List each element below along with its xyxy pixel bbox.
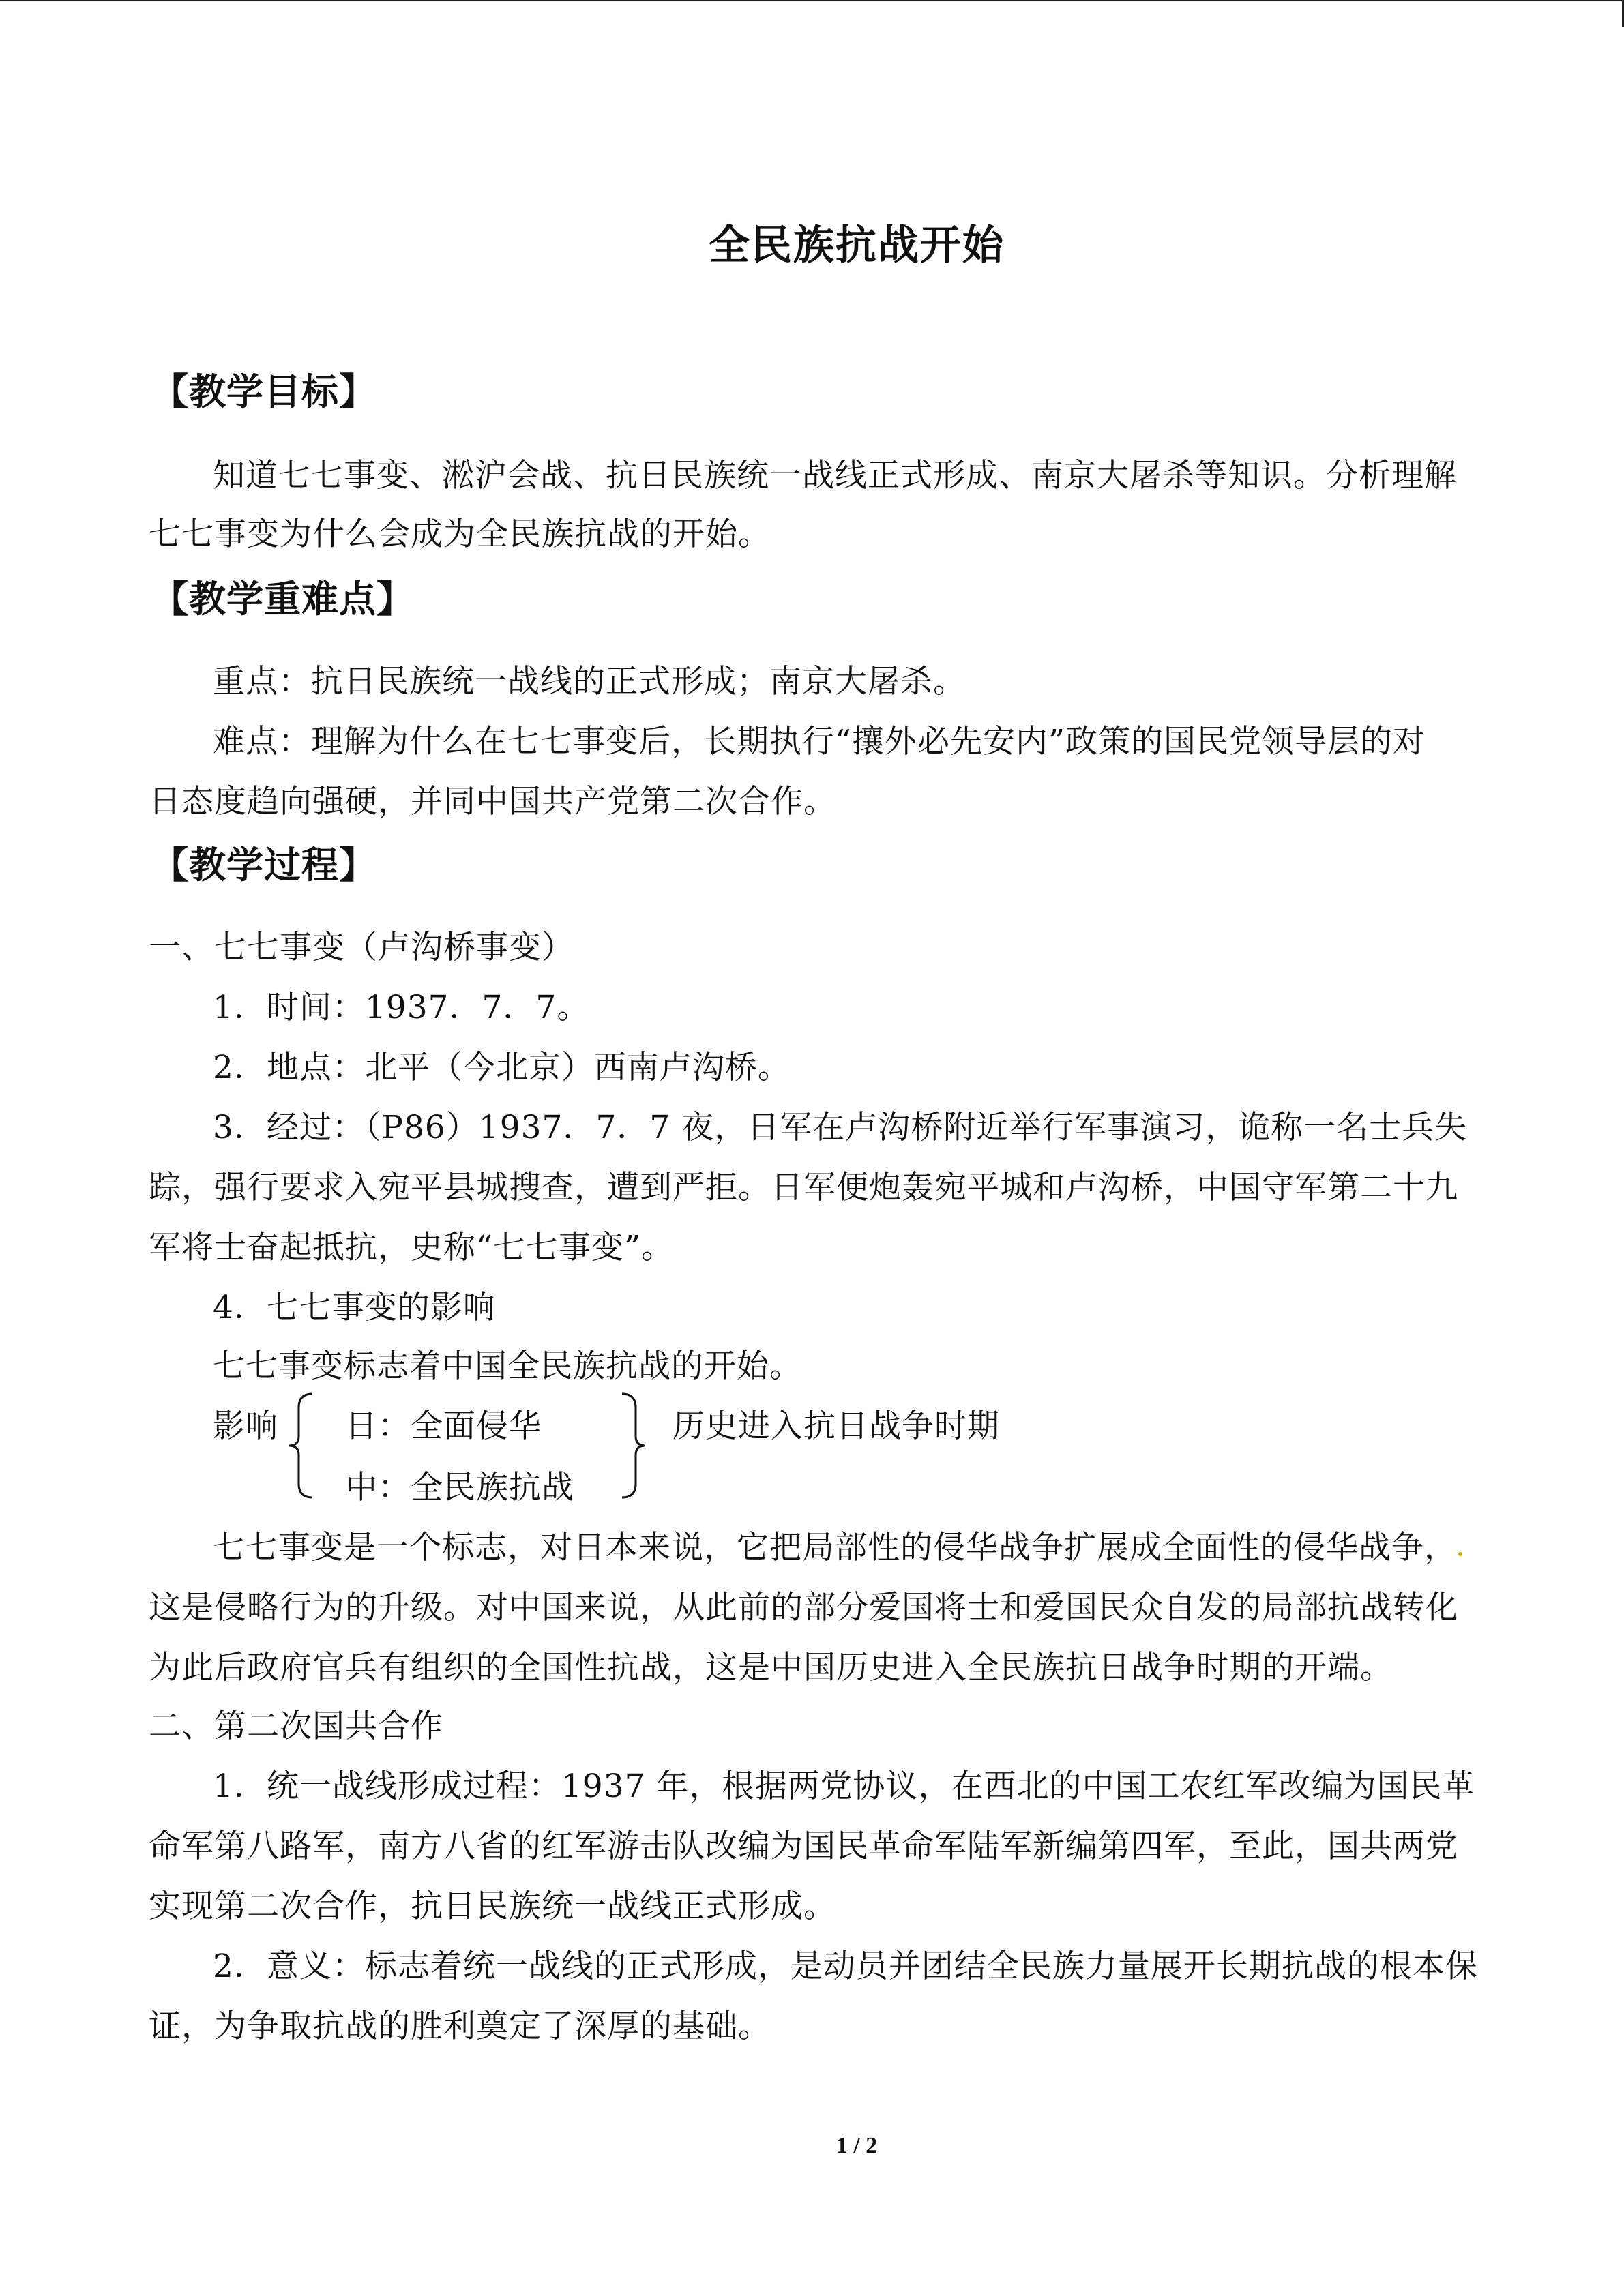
p2-item2-line-2: 证，为争取抗战的胜利奠定了深厚的基础。 [149, 2008, 771, 2045]
item-influence-sub: 七七事变标志着中国全民族抗战的开始。 [213, 1347, 802, 1385]
heading-goals: 【教学目标】 [151, 370, 377, 413]
influence-label: 影响 [213, 1407, 278, 1445]
right-brace [617, 1391, 649, 1500]
item-influence: 4．七七事变的影响 [213, 1289, 496, 1326]
page-number: 1 / 2 [836, 2133, 878, 2158]
annotation-mark [1458, 1552, 1462, 1556]
left-brace [285, 1391, 318, 1500]
goals-line-2: 七七事变为什么会成为全民族抗战的开始。 [149, 516, 771, 553]
heading-process: 【教学过程】 [151, 844, 377, 886]
p2-item1-line-1: 1．统一战线形成过程：1937 年，根据两党协议，在西北的中国工农红军改编为国民革 [213, 1768, 1475, 1805]
influence-japan: 日：全面侵华 [345, 1407, 542, 1445]
part1-title: 一、七七事变（卢沟桥事变） [149, 929, 574, 966]
key-point-line: 重点：抗日民族统一战线的正式形成；南京大屠杀。 [213, 663, 966, 700]
p2-item1-line-3: 实现第二次合作，抗日民族统一战线正式形成。 [149, 1888, 836, 1925]
difficulty-line-2: 日态度趋向强硬，并同中国共产党第二次合作。 [149, 783, 836, 820]
item-place: 2．地点：北平（今北京）西南卢沟桥。 [213, 1049, 791, 1086]
para-line-1: 七七事变是一个标志，对日本来说，它把局部性的侵华战争扩展成全面性的侵华战争， [213, 1529, 1457, 1566]
heading-key-points: 【教学重难点】 [151, 578, 414, 621]
page-title: 全民族抗战开始 [709, 222, 1005, 269]
item-process-line-3: 军将士奋起抵抗，史称“七七事变”。 [149, 1229, 675, 1266]
p2-item1-line-2: 命军第八路军，南方八省的红军游击队改编为国民革命军陆军新编第四军，至此，国共两党 [149, 1828, 1458, 1865]
influence-result: 历史进入抗日战争时期 [673, 1407, 1000, 1445]
influence-china: 中：全民族抗战 [345, 1469, 574, 1506]
item-process-line-2: 踪，强行要求入宛平县城搜查，遭到严拒。日军便炮轰宛平城和卢沟桥，中国守军第二十九 [149, 1169, 1458, 1206]
part2-title: 二、第二次国共合作 [149, 1708, 443, 1745]
p2-item2-line-1: 2．意义：标志着统一战线的正式形成，是动员并团结全民族力量展开长期抗战的根本保 [213, 1948, 1478, 1985]
para-line-2: 这是侵略行为的升级。对中国来说，从此前的部分爱国将士和爱国民众自发的局部抗战转化 [149, 1589, 1458, 1626]
para-line-3: 为此后政府官兵有组织的全国性抗战，这是中国历史进入全民族抗日战争时期的开端。 [149, 1649, 1393, 1686]
item-time: 1．时间：1937．7．7。 [213, 989, 590, 1026]
item-process-line-1: 3．经过：（P86）1937．7．7 夜，日军在卢沟桥附近举行军事演习，诡称一名士兵失 [213, 1109, 1468, 1146]
top-border [0, 0, 1624, 1]
difficulty-line-1: 难点：理解为什么在七七事变后，长期执行“攘外必先安内”政策的国民党领导层的对 [213, 723, 1426, 760]
goals-line-1: 知道七七事变、淞沪会战、抗日民族统一战线正式形成、南京大屠杀等知识。分析理解 [213, 457, 1457, 494]
